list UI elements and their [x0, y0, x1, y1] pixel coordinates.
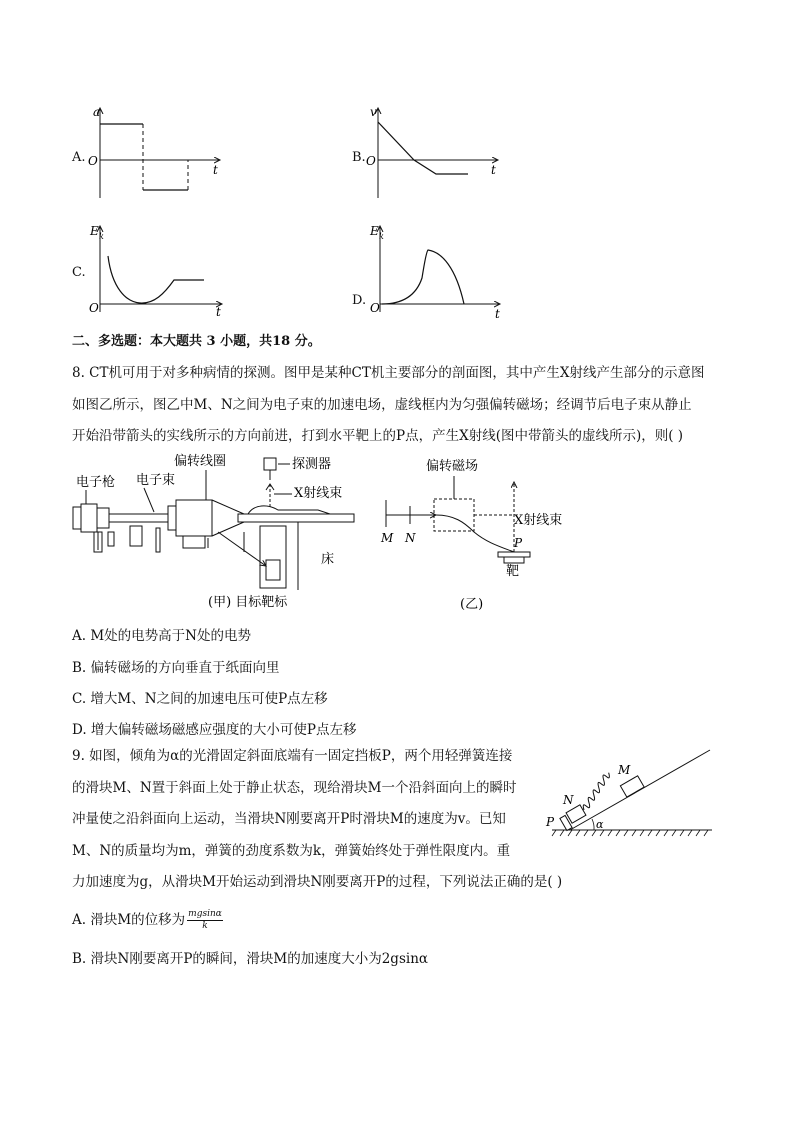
deflection-coil-label: 偏转线圈 — [174, 454, 227, 469]
q9-option-a-text: A. 滑块M的位移为 — [72, 912, 186, 928]
q9-option-b: B. 滑块N刚要离开P的瞬间，滑块M的加速度大小为2gsinα — [72, 951, 429, 967]
x-axis-label: t — [495, 307, 500, 318]
q8-line-2: 如图乙所示，图乙中M、N之间为电子束的加速电场，虚线框内为匀强偏转磁场；经调节后电子束从静止 — [72, 396, 692, 413]
xray-beam-label: X射线束 — [294, 486, 343, 501]
x-axis-label: t — [216, 305, 221, 318]
v-curve — [378, 122, 468, 174]
y-axis-sub: k — [99, 232, 104, 241]
option-a-label: A. — [72, 150, 86, 165]
option-b-label: B. — [352, 150, 366, 165]
incline-figure — [542, 742, 722, 842]
fraction-denominator: k — [202, 921, 208, 931]
option-c-label: C. — [72, 265, 86, 280]
n-label: N — [563, 793, 574, 807]
p-label: P — [546, 815, 555, 829]
q8-line-1: 8. CT机可用于对多种病情的探测。图甲是某种CT机主要部分的剖面图，其中产生X射线产生部分的示意图 — [72, 365, 705, 381]
p-label: P — [514, 536, 523, 550]
origin-label: O — [88, 154, 98, 168]
q8-option-a: A. M处的电势高于N处的电势 — [72, 628, 251, 644]
question-8-text — [72, 358, 732, 453]
q9-line-5: 力加速度为g，从滑块M开始运动到滑块N刚要离开P的过程，下列说法正确的是( ) — [72, 874, 563, 890]
target-label: 靶 — [506, 564, 520, 579]
fraction-numerator: mgsinα — [188, 909, 222, 919]
origin-label: O — [366, 154, 376, 168]
q8-option-b: B. 偏转磁场的方向垂直于纸面向里 — [72, 660, 280, 676]
m-label: M — [381, 531, 394, 545]
n-label: N — [405, 531, 416, 545]
electron-beam-diagram — [376, 452, 596, 612]
xray-beam-label: X射线束 — [514, 513, 563, 528]
origin-label: O — [370, 301, 380, 315]
detector-label: 探测器 — [292, 457, 332, 472]
x-axis-label: t — [491, 163, 496, 177]
fraction — [187, 909, 223, 932]
fig-jia-caption: (甲) 目标靶标 — [208, 595, 288, 610]
alpha-label: α — [596, 818, 604, 831]
bed-label: 床 — [321, 552, 335, 567]
q8-option-d: D. 增大偏转磁场磁感应强度的大小可使P点左移 — [72, 722, 357, 738]
section-header-multiple-choice: 二、多选题：本大题共 3 小题，共18 分。 — [72, 334, 321, 349]
graph-c — [80, 218, 230, 318]
graph-b — [358, 100, 508, 200]
y-axis-label: a — [93, 105, 101, 119]
ct-machine-figure — [68, 450, 368, 620]
fig-yi-caption: (乙) — [460, 597, 484, 612]
m-label: M — [618, 763, 631, 777]
y-axis-label: E — [370, 224, 379, 238]
q9-line-3: 冲量使之沿斜面向上运动，当滑块N刚要离开P时滑块M的速度为v。已知 — [72, 811, 506, 827]
q8-option-c: C. 增大M、N之间的加速电压可使P点左移 — [72, 691, 328, 707]
x-axis-label: t — [213, 163, 218, 177]
q9-option-a — [72, 908, 223, 932]
field-label: 偏转磁场 — [426, 459, 479, 474]
electron-gun-label: 电子枪 — [76, 475, 116, 490]
graph-d — [358, 218, 508, 318]
q9-line-2: 的滑块M、N置于斜面上处于静止状态，现给滑块M一个沿斜面向上的瞬时 — [72, 779, 517, 796]
q9-line-1: 9. 如图，倾角为α的光滑固定斜面底端有一固定挡板P，两个用轻弹簧连接 — [72, 748, 513, 764]
origin-label: O — [89, 301, 99, 315]
ek-curve-c — [108, 256, 204, 303]
q8-line-3: 开始沿带箭头的实线所示的方向前进，打到水平靶上的P点，产生X射线(图中带箭头的虚线所示)，则( ) — [72, 428, 684, 444]
y-axis-label: v — [370, 105, 377, 119]
y-axis-label: E — [90, 224, 99, 238]
electron-beam-label: 电子束 — [136, 473, 176, 488]
q9-line-4: M、N的质量均为m，弹簧的劲度系数为k，弹簧始终处于弹性限度内。重 — [72, 842, 511, 859]
graph-a — [80, 100, 230, 200]
ek-curve-d — [382, 250, 464, 304]
option-d-label: D. — [352, 293, 367, 308]
y-axis-sub: k — [379, 232, 384, 241]
